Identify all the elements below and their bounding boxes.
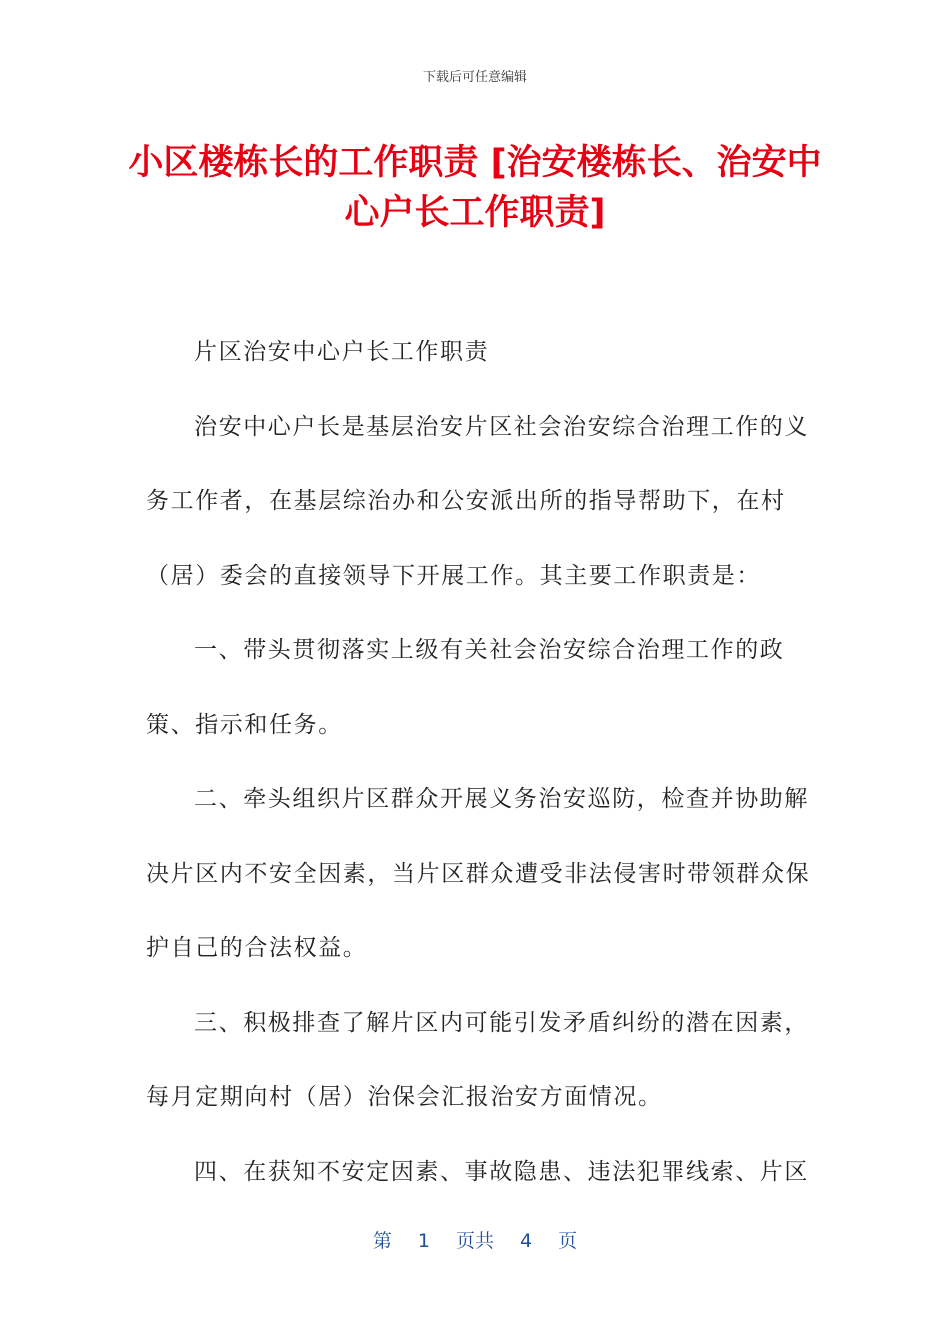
page-footer [0, 1226, 950, 1253]
paragraph: 四、在获知不安定因素、事故隐患、违法犯罪线索、片区 [194, 1158, 809, 1185]
document-body [146, 315, 816, 1209]
document-title: 小区楼栋长的工作职责 [治安楼栋长、治安中心户长工作职责] [128, 143, 822, 233]
footer-page-number: 1 [417, 1230, 430, 1252]
header-note: 下载后可任意编辑 [422, 70, 527, 85]
paragraph: 二、牵头组织片区群众开展义务治安巡防，检查并协助解决片区内不安全因素，当片区群众遭受非法侵害时带领群众保护自己的合法权益。 [146, 786, 811, 961]
footer-total-pages: 4 [520, 1230, 533, 1252]
paragraph: 一、带头贯彻落实上级有关社会治安综合治理工作的政策、指示和任务。 [146, 637, 785, 738]
paragraph: 治安中心户长是基层治安片区社会治安综合治理工作的义务工作者，在基层综治办和公安派出所的指导帮助下，在村（居）委会的直接领导下开展工作。其主要工作职责是： [146, 413, 809, 589]
paragraph-heading: 片区治安中心户长工作职责 [194, 339, 490, 365]
footer-suffix: 页 [558, 1230, 578, 1252]
paragraph: 三、积极排查了解片区内可能引发矛盾纠纷的潜在因素，每月定期向村（居）治保会汇报治安方面情况。 [146, 1009, 809, 1110]
footer-prefix: 第 [372, 1230, 392, 1252]
footer-middle: 页共 [455, 1230, 494, 1252]
